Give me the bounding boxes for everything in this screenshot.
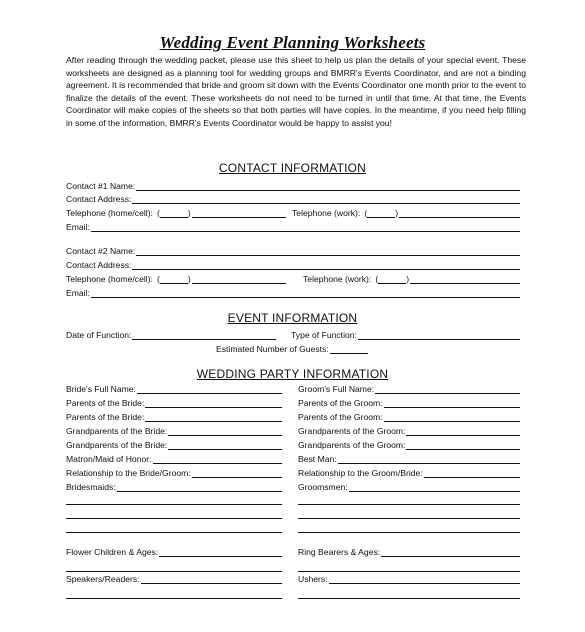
contact2-tel-work-field[interactable]: Telephone (work): ( ) xyxy=(303,272,520,284)
contact1-email-field[interactable] xyxy=(66,220,520,232)
groom-relationship-label: Relationship to the Groom/Bride: xyxy=(298,468,423,478)
contact2-name-field[interactable] xyxy=(66,244,520,256)
bride-grandparents-field-2[interactable] xyxy=(66,438,282,450)
bride-parents-label: Parents of the Bride: xyxy=(66,412,145,422)
ushers-line[interactable] xyxy=(298,598,520,599)
groom-name-field[interactable] xyxy=(298,382,520,394)
intro-paragraph: After reading through the wedding packet, please use this sheet to help us plan the details of your special event. These worksheets are designed as a planning tool for wedding groups and BMRR's Events Coordinator, and are not a binding agreement. It is recommended that bride and groom sit down with the Events Coordinator one month prior to the event to finalize the details of the event. These worksheets do not need to be turned in until that time. At that time, the Events Coordinator will make copies of the sheets so that both parties will have copies. In the meantime, if you need help filling in some of the information, BMRR's Events Coordinator would be happy to assist you! xyxy=(66,55,526,128)
speakers-label: Speakers/Readers: xyxy=(66,574,140,584)
maid-of-honor-field[interactable] xyxy=(66,452,282,464)
bride-name-label: Bride's Full Name: xyxy=(66,384,136,394)
bridesmaid-line[interactable] xyxy=(66,518,282,519)
contact2-tel-home-field[interactable]: Telephone (home/cell): ( ) xyxy=(66,272,286,284)
bridesmaids-field[interactable] xyxy=(66,480,282,492)
groom-relationship-field[interactable] xyxy=(298,466,520,478)
groom-parents-field-1[interactable] xyxy=(298,396,520,408)
groom-parents-label: Parents of the Groom: xyxy=(298,412,383,422)
page-title: Wedding Event Planning Worksheets xyxy=(159,33,426,52)
bride-grandparents-label: Grandparents of the Bride: xyxy=(66,426,168,436)
groom-parents-label: Parents of the Groom: xyxy=(298,398,383,408)
ring-bearers-field[interactable] xyxy=(298,545,520,557)
ushers-label: Ushers: xyxy=(298,574,328,584)
flower-children-label: Flower Children & Ages: xyxy=(66,547,159,557)
ushers-field[interactable] xyxy=(298,572,520,584)
groom-name-label: Groom's Full Name: xyxy=(298,384,375,394)
bridesmaids-label: Bridesmaids: xyxy=(66,482,116,492)
event-heading: EVENT INFORMATION xyxy=(227,311,358,325)
groom-grandparents-label: Grandparents of the Groom: xyxy=(298,440,406,450)
event-type-label: Type of Function: xyxy=(291,330,357,340)
contact1-name-label: Contact #1 Name: xyxy=(66,181,136,191)
contact1-address-label: Contact Address: xyxy=(66,194,132,204)
maid-of-honor-label: Matron/Maid of Honor: xyxy=(66,454,152,464)
groom-grandparents-label: Grandparents of the Groom: xyxy=(298,426,406,436)
event-date-label: Date of Function: xyxy=(66,330,132,340)
groom-parents-field-2[interactable] xyxy=(298,410,520,422)
contact1-tel-work-label: Telephone (work): xyxy=(292,208,361,218)
contact1-tel-home-label: Telephone (home/cell): xyxy=(66,208,153,218)
contact2-email-field[interactable] xyxy=(66,286,520,298)
groom-grandparents-field-1[interactable] xyxy=(298,424,520,436)
event-guests-field[interactable] xyxy=(216,342,368,354)
event-date-field[interactable] xyxy=(66,328,276,340)
contact1-tel-home-field[interactable]: Telephone (home/cell): ( ) xyxy=(66,206,286,218)
contact2-address-label: Contact Address: xyxy=(66,260,132,270)
contact2-tel-home-label: Telephone (home/cell): xyxy=(66,274,153,284)
bride-parents-label: Parents of the Bride: xyxy=(66,398,145,408)
contact2-name-label: Contact #2 Name: xyxy=(66,246,136,256)
groomsman-line[interactable] xyxy=(298,504,520,505)
bride-relationship-label: Relationship to the Bride/Groom: xyxy=(66,468,191,478)
groomsman-line[interactable] xyxy=(298,518,520,519)
contact-heading: CONTACT INFORMATION xyxy=(218,161,367,175)
speakers-field[interactable] xyxy=(66,572,282,584)
bride-relationship-field[interactable] xyxy=(66,466,282,478)
contact2-address-field[interactable] xyxy=(66,258,520,270)
event-guests-label: Estimated Number of Guests: xyxy=(216,344,329,354)
contact2-tel-work-label: Telephone (work): xyxy=(303,274,372,284)
ring-bearers-label: Ring Bearers & Ages: xyxy=(298,547,381,557)
bride-grandparents-label: Grandparents of the Bride: xyxy=(66,440,168,450)
contact1-name-field[interactable] xyxy=(66,179,520,191)
contact1-address-field[interactable] xyxy=(66,192,520,204)
groomsman-line[interactable] xyxy=(298,532,520,533)
speakers-line[interactable] xyxy=(66,598,282,599)
bride-parents-field-2[interactable] xyxy=(66,410,282,422)
contact1-email-label: Email: xyxy=(66,222,90,232)
bridesmaid-line[interactable] xyxy=(66,504,282,505)
best-man-label: Best Man: xyxy=(298,454,337,464)
party-heading: WEDDING PARTY INFORMATION xyxy=(196,367,389,381)
bride-name-field[interactable] xyxy=(66,382,282,394)
groomsmen-field[interactable] xyxy=(298,480,520,492)
flower-children-field[interactable] xyxy=(66,545,282,557)
contact2-email-label: Email: xyxy=(66,288,90,298)
groomsmen-label: Groomsmen: xyxy=(298,482,348,492)
bride-parents-field-1[interactable] xyxy=(66,396,282,408)
bridesmaid-line[interactable] xyxy=(66,532,282,533)
best-man-field[interactable] xyxy=(298,452,520,464)
event-type-field[interactable] xyxy=(291,328,520,340)
bride-grandparents-field-1[interactable] xyxy=(66,424,282,436)
groom-grandparents-field-2[interactable] xyxy=(298,438,520,450)
contact1-tel-work-field[interactable]: Telephone (work): ( ) xyxy=(292,206,520,218)
